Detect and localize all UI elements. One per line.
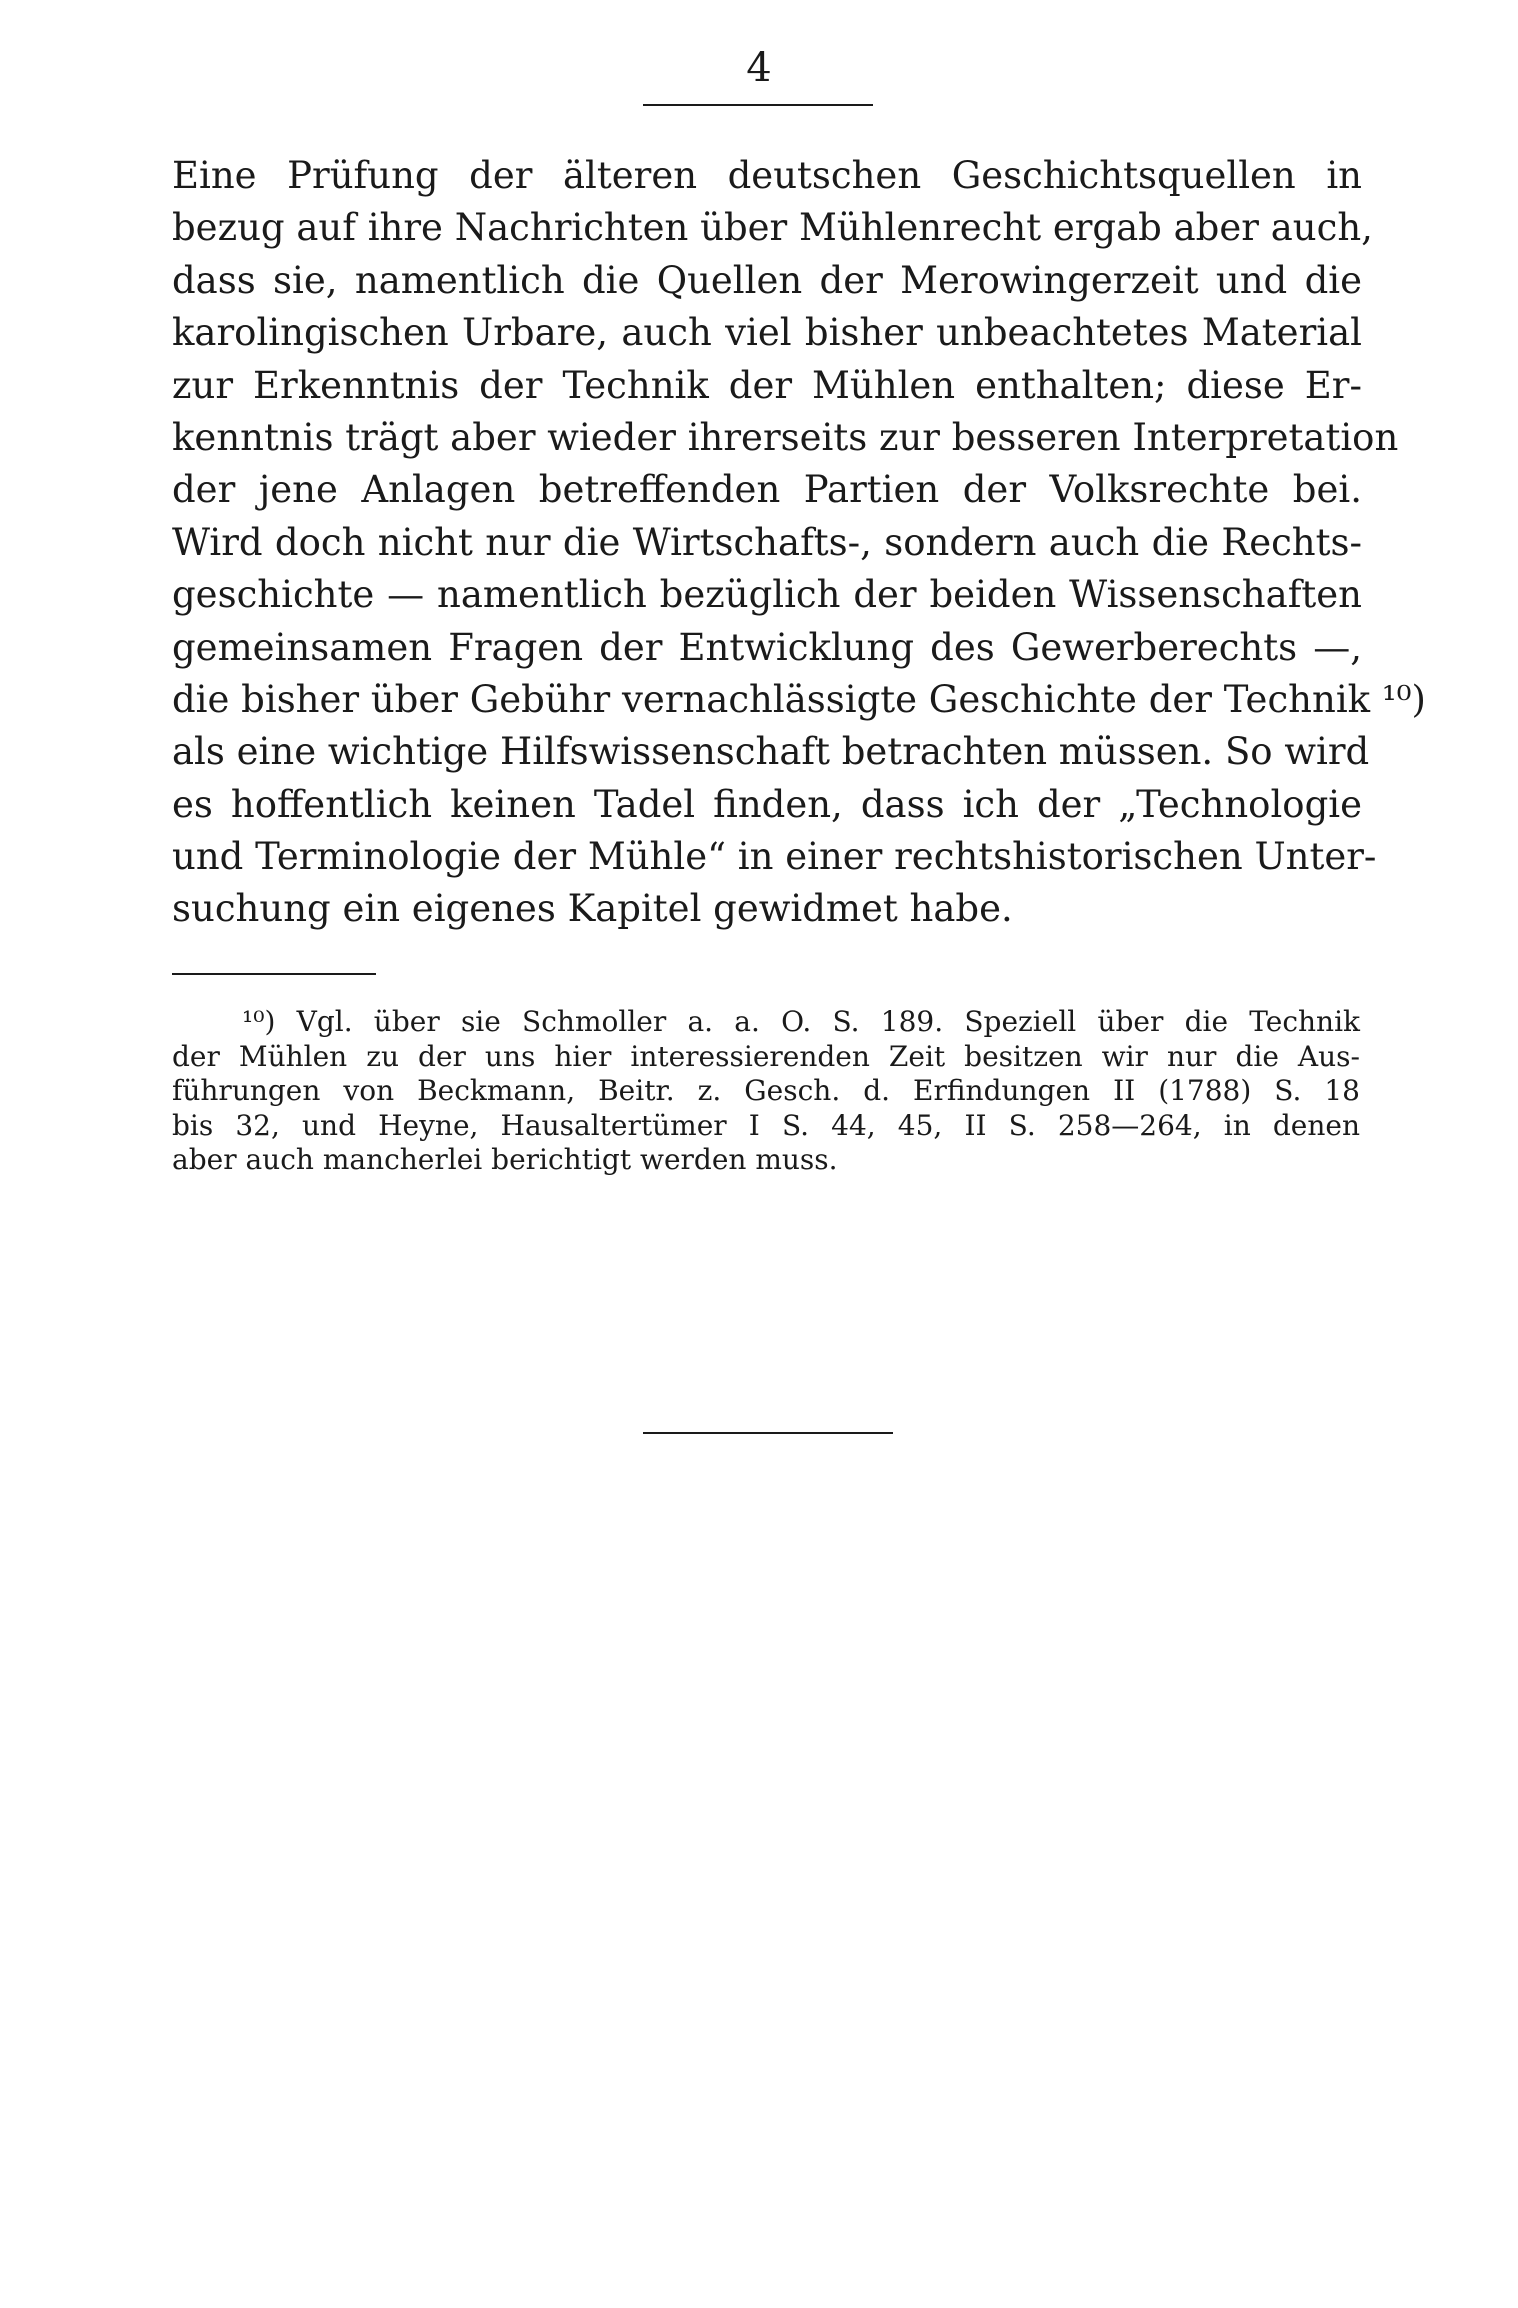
body-line: bezug auf ihre Nachrichten über Mühlenrecht ergab aber auch,	[172, 206, 1373, 250]
header-rule	[643, 104, 873, 106]
body-line: dass sie, namentlich die Quellen der Merowingerzeit und die	[172, 258, 1362, 302]
body-text	[172, 150, 1426, 936]
body-line: Wird doch nicht nur die Wirtschafts-, sondern auch die Rechts-	[172, 520, 1362, 564]
footnote-line: führungen von Beckmann, Beitr. z. Gesch. d. Erfindungen II (1788) S. 18	[172, 1074, 1360, 1107]
body-line: als eine wichtige Hilfswissenschaft betrachten müssen. So wird	[172, 730, 1370, 774]
body-line: karolingischen Urbare, auch viel bisher unbeachtetes Material	[172, 311, 1362, 355]
body-line: es hoffentlich keinen Tadel finden, dass ich der „Technologie	[172, 782, 1362, 826]
body-line: kenntnis trägt aber wieder ihrerseits zur besseren Interpretation	[172, 415, 1399, 459]
body-line: zur Erkenntnis der Technik der Mühlen enthalten; diese Er-	[172, 363, 1362, 407]
body-line: Eine Prüfung der älteren deutschen Geschichtsquellen in	[172, 154, 1362, 197]
page-number: 4	[746, 45, 772, 91]
end-rule	[643, 1432, 893, 1434]
footnote-line: der Mühlen zu der uns hier interessierenden Zeit besitzen wir nur die Aus-	[172, 1039, 1360, 1073]
footnote-rule	[172, 973, 376, 975]
body-line: suchung ein eigenes Kapitel gewidmet habe.	[172, 887, 1013, 931]
footnote-line: aber auch mancherlei berichtigt werden muss.	[172, 1143, 838, 1176]
body-line: der jene Anlagen betreffenden Partien der Volksrechte bei.	[172, 468, 1362, 512]
body-line: und Terminologie der Mühle“ in einer rechtshistorischen Unter-	[172, 835, 1377, 879]
footnote	[172, 1005, 1360, 1178]
body-line: gemeinsamen Fragen der Entwicklung des Gewerberechts —,	[172, 625, 1362, 669]
footnote-line: bis 32, und Heyne, Hausaltertümer I S. 44, 45, II S. 258—264, in denen	[172, 1108, 1360, 1142]
body-line: die bisher über Gebühr vernachlässigte Geschichte der Technik ¹⁰)	[172, 677, 1426, 721]
body-line: geschichte — namentlich bezüglich der beiden Wissenschaften	[172, 573, 1362, 617]
footnote-line: ¹⁰) Vgl. über sie Schmoller a. a. O. S. 189. Speziell über die Technik	[242, 1005, 1360, 1038]
